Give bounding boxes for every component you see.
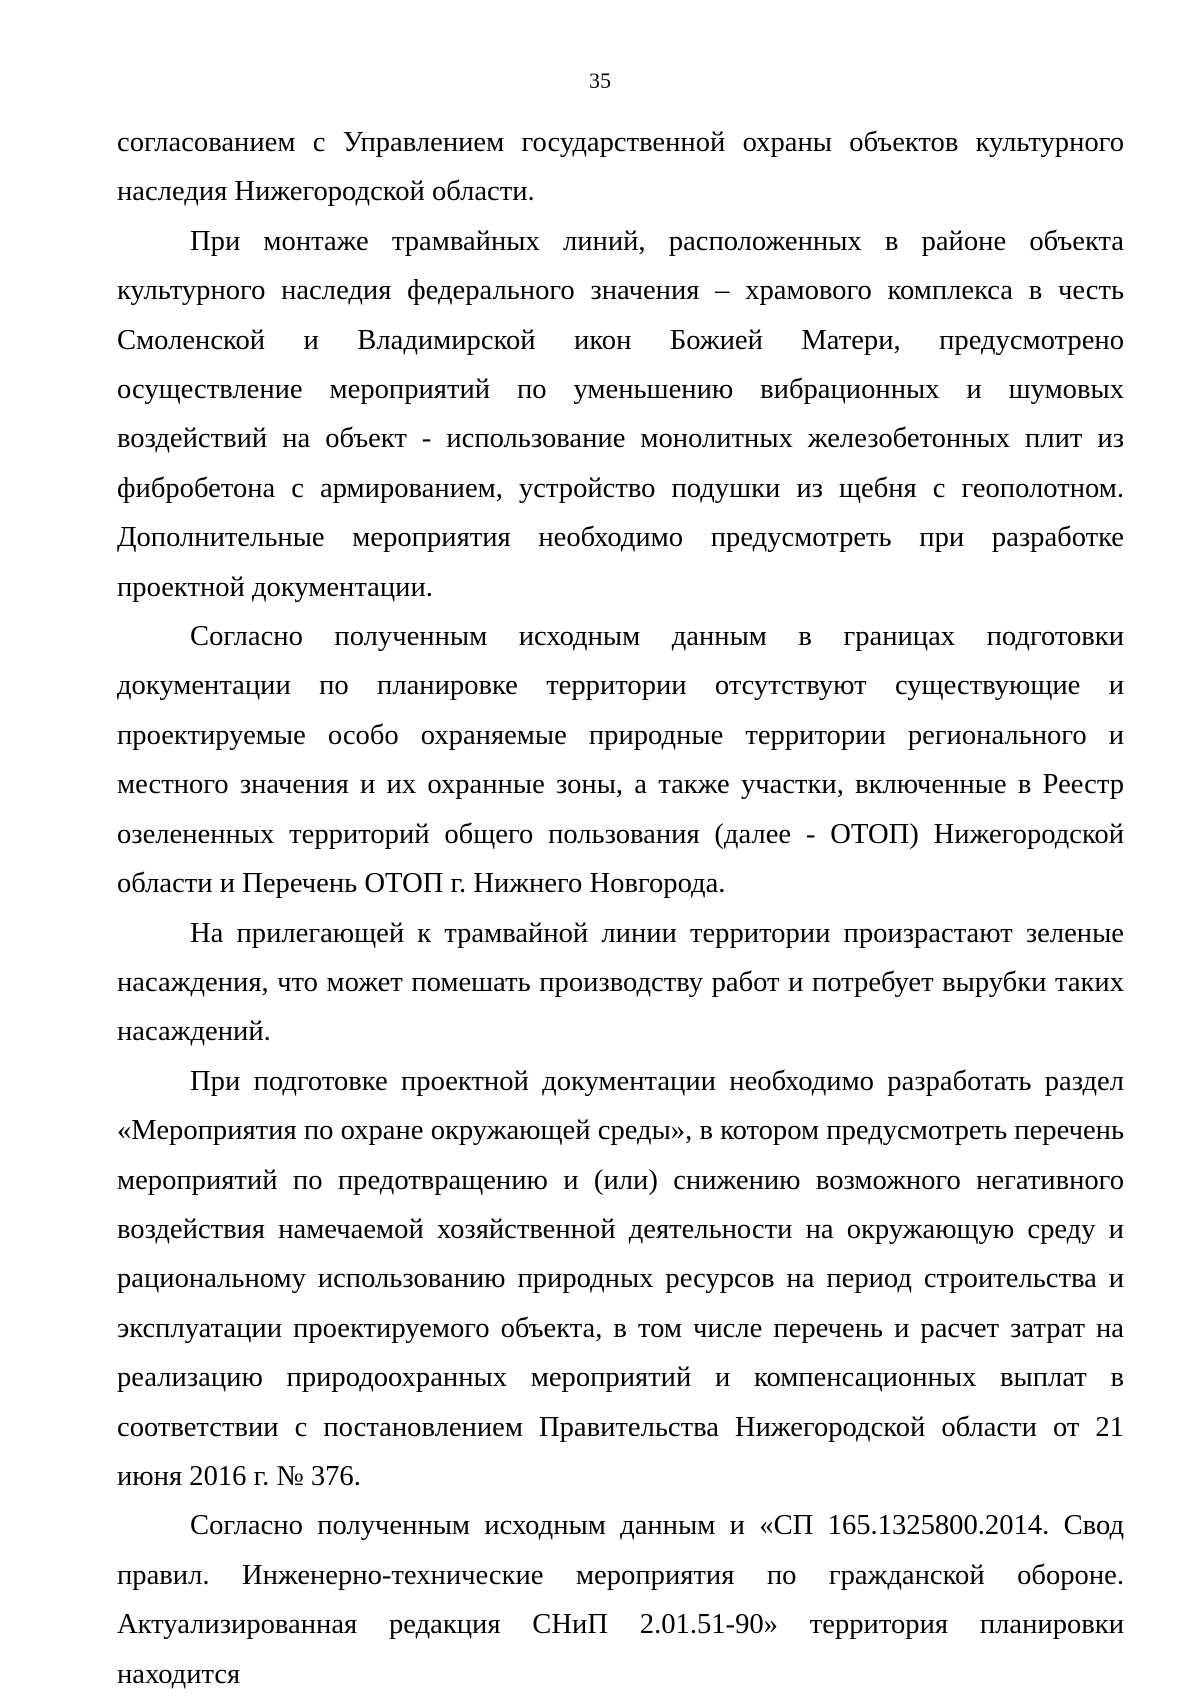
paragraph-environmental-measures: При подготовке проектной документации необходимо разработать раздел «Мероприятия по охране окружающей среды», в котором предусмотреть перечень мероприятий по предотвращению и (или) снижению возможного негативного воздействия намечаемой хозяйственной деятельности на окружающую среду и рациональному использованию природных ресурсов на период строительства и эксплуатации проектируемого объекта, в том числе перечень и расчет затрат на реализацию природоохранных мероприятий и компенсационных выплат в соответствии с постановлением Правительства Нижегородской области от 21 июня 2016 г. № 376.: [117, 1065, 1124, 1492]
body-text: [117, 118, 1124, 1699]
paragraph-protected-areas: Согласно полученным исходным данным в границах подготовки документации по планировке территории отсутствуют существующие и проектируемые особо охраняемые природные территории регионального и местного значения и их охранные зоны, а также участки, включенные в Реестр озелененных территорий общего пользования (далее - ОТОП) Нижегородской области и Перечень ОТОП г. Нижнего Новгорода.: [117, 621, 1124, 900]
paragraph-continuation: согласованием с Управлением государственной охраны объектов культурного наследия Нижегородской области.: [117, 127, 1124, 208]
paragraph-tram-lines-heritage: При монтаже трамвайных линий, расположенных в районе объекта культурного наследия федерального значения – храмового комплекса в честь Смоленской и Владимирской икон Божией Матери, предусмотрено осуществление мероприятий по уменьшению вибрационных и шумовых воздействий на объект - использование монолитных железобетонных плит из фибробетона с армированием, устройство подушки из щебня с геополотном. Дополнительные мероприятия необходимо предусмотреть при разработке проектной документации.: [117, 225, 1124, 603]
page-number: 35: [589, 68, 611, 93]
paragraph-civil-defense: Согласно полученным исходным данным и «СП 165.1325800.2014. Свод правил. Инженерно-технические мероприятия по гражданской обороне. Актуализированная редакция СНиП 2.01.51-90» территория планировки находится: [117, 1510, 1124, 1690]
paragraph-green-plantings: На прилегающей к трамвайной линии территории произрастают зеленые насаждения, что может помешать производству работ и потребует вырубки таких насаждений.: [117, 917, 1124, 1048]
